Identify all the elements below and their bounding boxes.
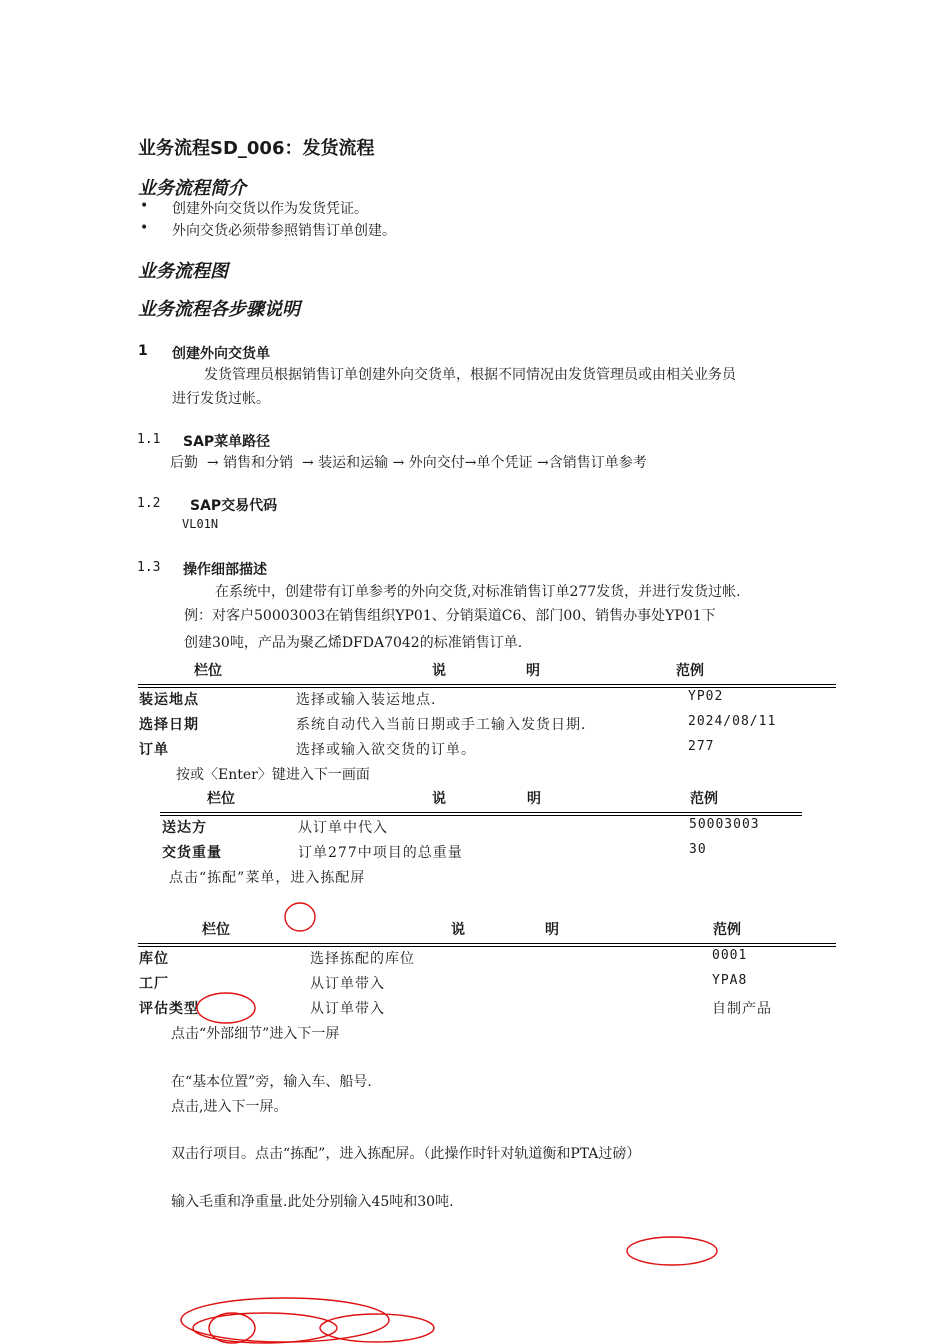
bullet-dot: •: [140, 220, 149, 236]
table3-cell-example: 0001: [712, 948, 748, 963]
table3-cell-desc: 从订单带入: [310, 1001, 385, 1017]
table2-header-desc-2: 明: [527, 791, 541, 807]
table2-header-field: 栏位: [207, 791, 235, 807]
table1-cell-example: YP02: [688, 689, 724, 704]
instruction-enter-weights: 输入毛重和净重量.此处分别输入45吨和30吨.: [171, 1194, 454, 1210]
table1-cell-field: 订单: [139, 742, 169, 758]
table2-cell-field: 交货重量: [162, 845, 222, 861]
table1-cell-example: 277: [688, 739, 715, 754]
table3-cell-desc: 选择拣配的库位: [310, 951, 415, 967]
table1-cell-field: 装运地点: [139, 692, 199, 708]
section-1-2-number: 1.2: [137, 496, 161, 511]
instruction-double-click-item: 双击行项目。点击“拣配”，进入拣配屏。（此操作时针对轨道衡和PTA过磅）: [171, 1146, 641, 1162]
instruction-external-details: 点击“外部细节”进入下一屏: [171, 1026, 340, 1042]
table1-header-field: 栏位: [194, 663, 222, 679]
section-1-1-title: SAP菜单路径: [183, 434, 271, 450]
annotation-circle: [627, 1237, 717, 1265]
table3-cell-example: YPA8: [712, 973, 748, 988]
table2-cell-example: 30: [689, 842, 707, 857]
annotation-circle: [197, 993, 255, 1023]
instruction-enter: 按或〈Enter〉键进入下一画面: [176, 767, 370, 783]
annotation-circle: [193, 1313, 337, 1343]
step1-number: 1: [138, 343, 148, 359]
table3-cell-field: 评估类型: [139, 1001, 199, 1017]
table1-header-desc-1: 说: [432, 663, 446, 679]
table1-cell-field: 选择日期: [139, 717, 199, 733]
section-1-2-title: SAP交易代码: [190, 498, 278, 514]
step1-description-line1: 发货管理员根据销售订单创建外向交货单，根据不同情况由发货管理员或由相关业务员: [204, 367, 736, 383]
table1-cell-desc: 选择或输入装运地点.: [296, 692, 437, 708]
flowchart-heading: 业务流程图: [138, 261, 228, 282]
table3-cell-desc: 从订单带入: [310, 976, 385, 992]
instruction-picking-menu: 点击“拣配”菜单，进入拣配屏: [169, 870, 366, 886]
table3-header-desc-2: 明: [545, 922, 559, 938]
step1-title: 创建外向交货单: [172, 346, 270, 362]
annotation-circle: [285, 903, 315, 931]
table3-cell-field: 库位: [139, 951, 169, 967]
instruction-base-location: 在“基本位置”旁，输入车、船号.: [171, 1074, 372, 1090]
table1-cell-example: 2024/08/11: [688, 714, 777, 729]
page-title: 业务流程SD_006：发货流程: [138, 138, 375, 159]
table1-header-example: 范例: [676, 663, 704, 679]
sap-menu-path: 后勤 → 销售和分销 → 装运和运输 → 外向交付→单个凭证 →含销售订单参考: [170, 455, 647, 471]
table3-header-desc-1: 说: [451, 922, 465, 938]
instruction-next-screen: 点击,进入下一屏。: [171, 1099, 288, 1115]
table2-header-example: 范例: [690, 791, 718, 807]
table3-header-field: 栏位: [202, 922, 230, 938]
section-1-3-title: 操作细部描述: [183, 562, 267, 578]
table1-header-desc-2: 明: [526, 663, 540, 679]
table2-cell-desc: 从订单中代入: [298, 820, 388, 836]
section-1-1-number: 1.1: [137, 432, 161, 447]
table1-cell-desc: 系统自动代入当前日期或手工输入发货日期.: [296, 717, 587, 733]
table2-cell-field: 送达方: [162, 820, 207, 836]
table3-cell-example: 自制产品: [712, 1001, 772, 1017]
intro-bullet-2: 外向交货必须带参照销售订单创建。: [172, 223, 396, 239]
table2-cell-example: 50003003: [689, 817, 760, 832]
table2-header-desc-1: 说: [432, 791, 446, 807]
table3-header-example: 范例: [713, 922, 741, 938]
table1-cell-desc: 选择或输入欲交货的订单。: [296, 742, 476, 758]
operation-description-line2: 例：对客户50003003在销售组织YP01、分销渠道C6、部门00、销售办事处YP01下: [184, 608, 716, 624]
operation-description-line1: 在系统中，创建带有订单参考的外向交货,对标准销售订单277发货，并进行发货过帐.: [215, 584, 741, 600]
transaction-code: VL01N: [182, 517, 219, 531]
section-1-3-number: 1.3: [137, 560, 161, 575]
steps-heading: 业务流程各步骤说明: [138, 299, 300, 320]
table2-cell-desc: 订单277中项目的总重量: [298, 845, 463, 861]
table3-cell-field: 工厂: [139, 976, 169, 992]
intro-bullet-1: 创建外向交货以作为发货凭证。: [172, 201, 368, 217]
intro-heading: 业务流程简介: [138, 178, 246, 199]
operation-description-line3: 创建30吨，产品为聚乙烯DFDA7042的标准销售订单.: [184, 635, 523, 651]
bullet-dot: •: [140, 198, 149, 214]
step1-description-line2: 进行发货过帐。: [172, 391, 270, 407]
